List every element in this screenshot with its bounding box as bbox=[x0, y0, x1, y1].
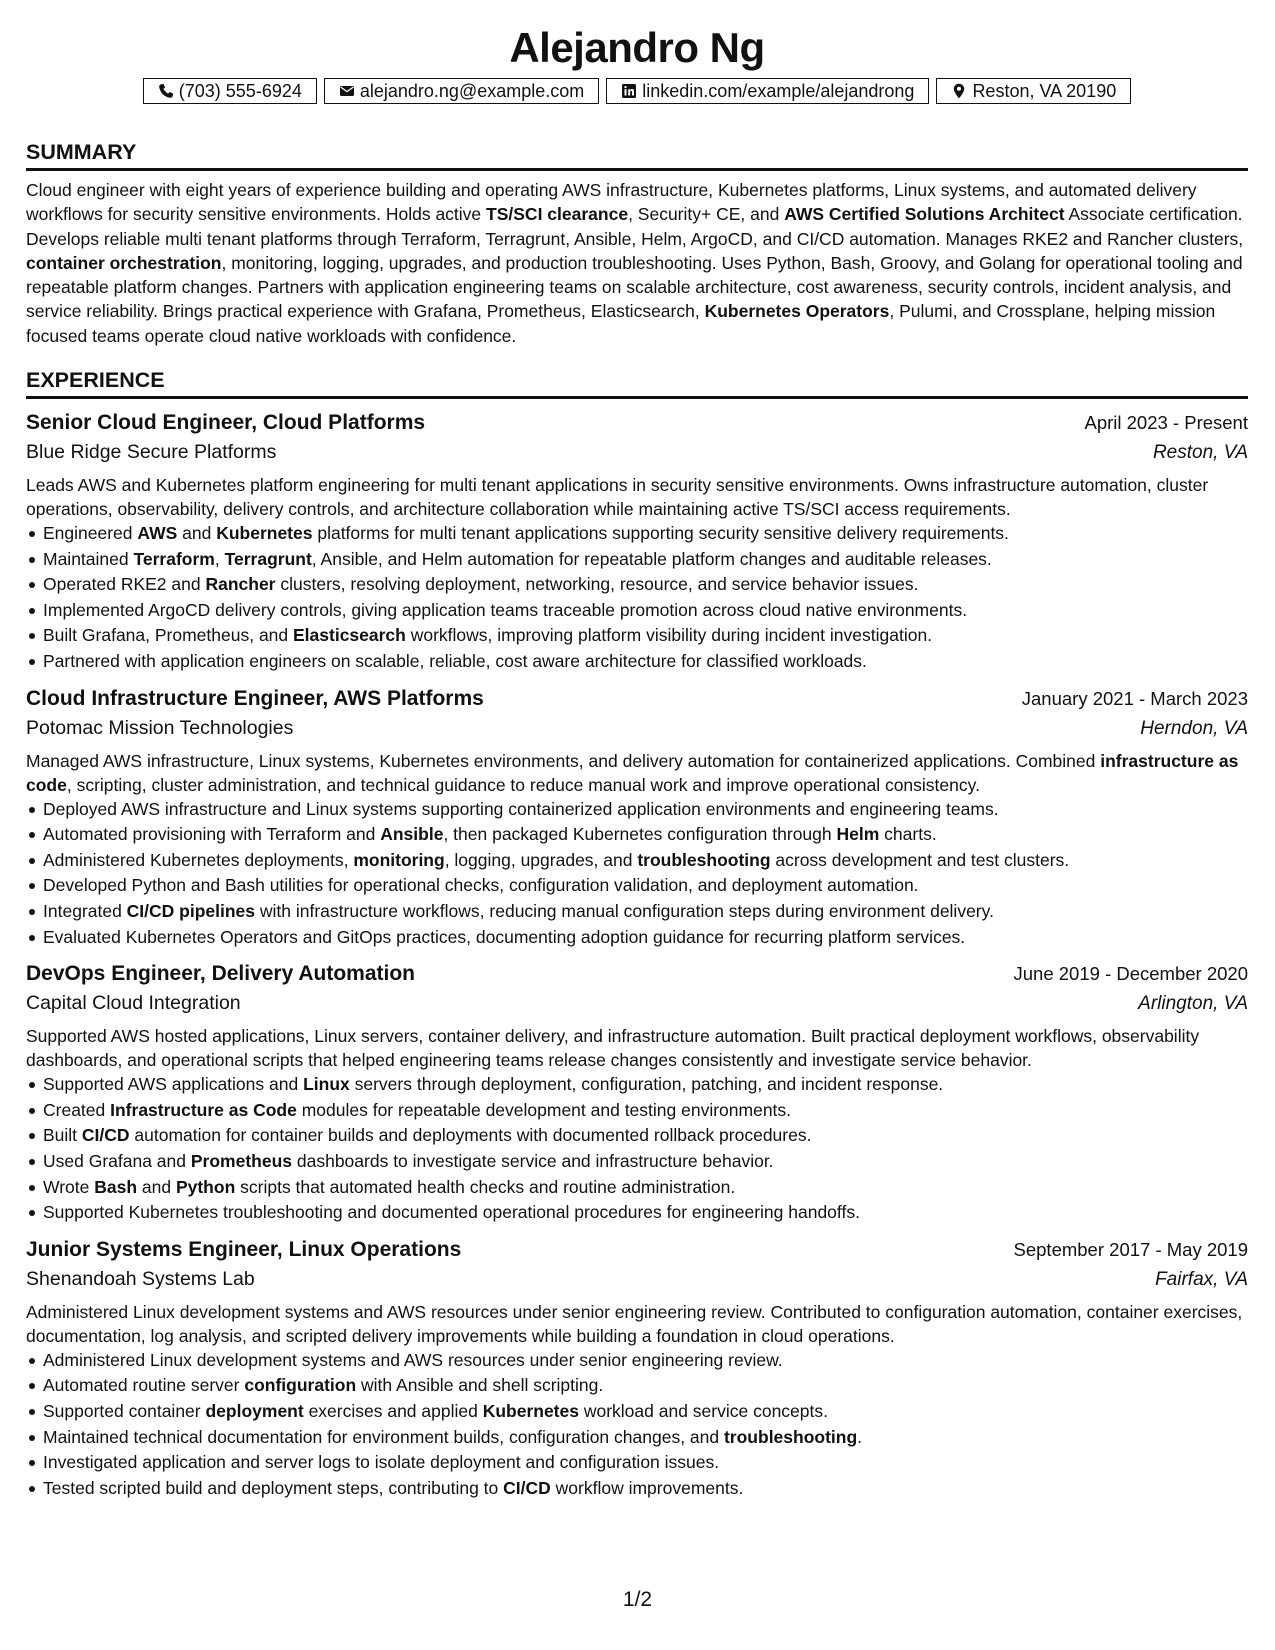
text-run: Cloud engineer with eight years of experience building and operating AWS infrastructure, Kubernetes platforms, Linux systems, and automated delivery workflows for security sensitive environments. Holds active bbox=[26, 180, 1197, 225]
text-run: Tested scripted build and deployment steps, contributing to bbox=[43, 1477, 504, 1498]
bold-text: Elasticsearch bbox=[293, 625, 406, 646]
bullet-item bbox=[26, 521, 1248, 547]
contact-linkedin-text[interactable]: linkedin.com/example/alejandrong bbox=[642, 81, 915, 101]
text-run: Associate certification. Develops reliable multi tenant platforms through Terraform, Terragrunt, Ansible, Helm, ArgoCD, and CI/CD automation. Manages RKE2 and Rancher clusters, bbox=[26, 204, 1244, 249]
text-run: Created bbox=[43, 1099, 111, 1120]
text-run: Leads AWS and Kubernetes platform engineering for multi tenant applications in security sensitive environments. Owns infrastructure automation, cluster operations, observability, delivery controls, and architecture collaboration while maintaining active TS/SCI access requirements. bbox=[26, 475, 1209, 520]
bold-text: deployment bbox=[205, 1400, 304, 1421]
bullet-item bbox=[26, 925, 1248, 951]
text-run: Built Grafana, Prometheus, and bbox=[43, 625, 293, 646]
text-run: Supported container bbox=[43, 1400, 206, 1421]
text-run: , scripting, cluster administration, and technical guidance to reduce manual work and improve operational consistency. bbox=[66, 774, 980, 795]
bullet-item bbox=[26, 1149, 1248, 1175]
job-bullets bbox=[26, 797, 1248, 951]
bold-text: Terraform bbox=[133, 548, 215, 569]
bold-text: Kubernetes Operators bbox=[704, 301, 890, 322]
job-bullets bbox=[26, 521, 1248, 675]
phone-icon bbox=[158, 83, 174, 99]
contact-location-text: Reston, VA 20190 bbox=[972, 81, 1117, 101]
bullet-item bbox=[26, 822, 1248, 848]
bold-text: Bash bbox=[94, 1176, 138, 1197]
job-entry bbox=[26, 960, 1248, 1226]
resume-page bbox=[26, 22, 1248, 1501]
text-run: Built bbox=[43, 1125, 82, 1146]
text-run: clusters, resolving deployment, networking, resource, and service behavior issues. bbox=[275, 574, 919, 595]
text-run: Administered Linux development systems and AWS resources under senior engineering review. Contributed to configuration automation, container exercises, documentation, log analysis, and scripted delivery improvements while building a foundation in cloud operations. bbox=[26, 1301, 1243, 1346]
text-run: Automated provisioning with Terraform and bbox=[43, 824, 381, 845]
bold-text: CI/CD bbox=[81, 1125, 130, 1146]
bullet-item bbox=[26, 1200, 1248, 1226]
text-run: Maintained technical documentation for environment builds, configuration changes, and bbox=[43, 1426, 724, 1447]
map-marker-icon bbox=[951, 83, 967, 99]
text-run: platforms for multi tenant applications supporting security sensitive delivery requirements. bbox=[312, 523, 1009, 544]
text-run: Developed Python and Bash utilities for operational checks, configuration validation, and deployment automation. bbox=[43, 875, 919, 896]
bold-text: AWS Certified Solutions Architect bbox=[784, 204, 1065, 225]
text-run: with Ansible and shell scripting. bbox=[356, 1375, 604, 1396]
bullet-item bbox=[26, 873, 1248, 899]
text-run: , bbox=[214, 548, 225, 569]
text-run: , Security+ CE, and bbox=[628, 204, 785, 225]
bold-text: troubleshooting bbox=[637, 849, 771, 870]
text-run: Supported Kubernetes troubleshooting and documented operational procedures for engineering handoffs. bbox=[43, 1202, 860, 1223]
job-bullets bbox=[26, 1072, 1248, 1226]
bold-text: troubleshooting bbox=[723, 1426, 858, 1447]
text-run: Supported AWS hosted applications, Linux servers, container delivery, and infrastructure automation. Built practical deployment workflows, observability dashboards, and operational scripts that helped engineering teams release changes consistently and investigate service behavior. bbox=[26, 1026, 1200, 1071]
bullet-item bbox=[26, 598, 1248, 624]
text-run: and bbox=[177, 523, 217, 544]
text-run: workflows, improving platform visibility during incident investigation. bbox=[405, 625, 933, 646]
text-run: Operated RKE2 and bbox=[43, 574, 206, 595]
bullet-item bbox=[26, 1450, 1248, 1476]
text-run: workflow improvements. bbox=[550, 1477, 744, 1498]
text-run: scripts that automated health checks and routine administration. bbox=[235, 1176, 736, 1197]
job-description bbox=[26, 473, 1248, 521]
bold-text: CI/CD pipelines bbox=[126, 901, 256, 922]
bold-text: TS/SCI clearance bbox=[486, 204, 629, 225]
job-location: Fairfax, VA bbox=[1155, 1268, 1248, 1290]
text-run: . bbox=[857, 1426, 863, 1447]
contact-location bbox=[936, 78, 1131, 104]
text-run: , monitoring, logging, upgrades, and production troubleshooting. Uses Python, Bash, Groovy, and Golang for operational tooling and repeatable platform changes. Partners with application engineering teams on scalable architecture, cost awareness, security controls, incident analysis, and service reliability. Brings practical experience with Grafana, Prometheus, Elasticsearch, bbox=[26, 252, 1243, 322]
text-run: Implemented ArgoCD delivery controls, giving application teams traceable promotion across cloud native environments. bbox=[43, 599, 968, 620]
bold-text: Kubernetes bbox=[482, 1400, 579, 1421]
bold-text: Terragrunt bbox=[224, 548, 312, 569]
bullet-item bbox=[26, 848, 1248, 874]
text-run: modules for repeatable development and testing environments. bbox=[296, 1099, 792, 1120]
bullet-item bbox=[26, 1348, 1248, 1374]
text-run: Supported AWS applications and bbox=[43, 1074, 304, 1095]
bold-text: Ansible bbox=[380, 824, 444, 845]
envelope-icon bbox=[339, 83, 355, 99]
text-run: Evaluated Kubernetes Operators and GitOps practices, documenting adoption guidance for recurring platform services. bbox=[43, 926, 966, 947]
bullet-item bbox=[26, 1072, 1248, 1098]
bullet-item bbox=[26, 572, 1248, 598]
contact-bar bbox=[26, 78, 1248, 104]
bullet-item bbox=[26, 649, 1248, 675]
experience-heading: EXPERIENCE bbox=[26, 366, 1248, 399]
job-description bbox=[26, 1024, 1248, 1072]
job-location: Herndon, VA bbox=[1140, 717, 1248, 739]
text-run: workload and service concepts. bbox=[578, 1400, 829, 1421]
contact-linkedin[interactable] bbox=[606, 78, 929, 104]
text-run: Administered Kubernetes deployments, bbox=[43, 849, 354, 870]
text-run: with infrastructure workflows, reducing manual configuration steps during environment delivery. bbox=[255, 901, 994, 922]
bullet-item bbox=[26, 1175, 1248, 1201]
candidate-name: Alejandro Ng bbox=[509, 24, 765, 71]
bullet-item bbox=[26, 1098, 1248, 1124]
bullet-item bbox=[26, 797, 1248, 823]
summary-heading: SUMMARY bbox=[26, 138, 1248, 171]
text-run: Investigated application and server logs to isolate deployment and configuration issues. bbox=[43, 1452, 720, 1473]
job-dates: January 2021 - March 2023 bbox=[1021, 687, 1248, 709]
job-title: Senior Cloud Engineer, Cloud Platforms bbox=[26, 411, 426, 435]
job-company: Potomac Mission Technologies bbox=[26, 716, 294, 739]
text-run: Integrated bbox=[43, 901, 127, 922]
experience-list bbox=[26, 409, 1248, 1501]
job-entry bbox=[26, 685, 1248, 951]
bold-text: infrastructure as code bbox=[26, 750, 1239, 795]
text-run: , logging, upgrades, and bbox=[444, 849, 638, 870]
text-run: dashboards to investigate service and infrastructure behavior. bbox=[292, 1150, 774, 1171]
job-description bbox=[26, 749, 1248, 797]
text-run: , Pulumi, and Crossplane, helping mission focused teams operate cloud native workloads with confidence. bbox=[26, 301, 1216, 346]
bullet-item bbox=[26, 1373, 1248, 1399]
bold-text: Infrastructure as Code bbox=[110, 1099, 297, 1120]
contact-email[interactable] bbox=[324, 78, 599, 104]
bold-text: monitoring bbox=[353, 849, 445, 870]
job-dates: April 2023 - Present bbox=[1084, 412, 1248, 434]
text-run: Managed AWS infrastructure, Linux systems, Kubernetes environments, and delivery automation for containerized applications. Combined bbox=[26, 750, 1101, 771]
bullet-item bbox=[26, 1476, 1248, 1502]
page-number: 1/2 bbox=[622, 1588, 653, 1611]
text-run: exercises and applied bbox=[303, 1400, 483, 1421]
job-location: Reston, VA bbox=[1152, 442, 1248, 464]
contact-phone-text: (703) 555-6924 bbox=[178, 81, 302, 101]
job-description bbox=[26, 1300, 1248, 1348]
text-run: across development and test clusters. bbox=[770, 849, 1070, 870]
job-location: Arlington, VA bbox=[1138, 993, 1248, 1015]
bold-text: configuration bbox=[244, 1375, 357, 1396]
job-company: Shenandoah Systems Lab bbox=[26, 1267, 255, 1290]
contact-phone bbox=[143, 78, 317, 104]
job-company: Blue Ridge Secure Platforms bbox=[26, 441, 277, 464]
bold-text: Linux bbox=[303, 1074, 350, 1095]
summary-text bbox=[26, 178, 1248, 348]
bullet-item bbox=[26, 547, 1248, 573]
bold-text: Rancher bbox=[205, 574, 276, 595]
bold-text: container orchestration bbox=[26, 252, 222, 273]
bold-text: AWS bbox=[137, 523, 178, 544]
job-company: Capital Cloud Integration bbox=[26, 992, 241, 1015]
text-run: Partnered with application engineers on scalable, reliable, cost aware architecture for classified workloads. bbox=[43, 651, 867, 672]
job-title: Junior Systems Engineer, Linux Operations bbox=[26, 1237, 462, 1261]
text-run: automation for container builds and deployments with documented rollback procedures. bbox=[129, 1125, 812, 1146]
bullet-item bbox=[26, 1123, 1248, 1149]
linkedin-icon bbox=[621, 83, 637, 99]
bold-text: Prometheus bbox=[190, 1150, 293, 1171]
bullet-item bbox=[26, 623, 1248, 649]
job-bullets bbox=[26, 1348, 1248, 1502]
text-run: servers through deployment, configuration, patching, and incident response. bbox=[349, 1074, 944, 1095]
text-run: charts. bbox=[879, 824, 937, 845]
job-title: Cloud Infrastructure Engineer, AWS Platforms bbox=[26, 686, 484, 710]
bold-text: Kubernetes bbox=[216, 523, 313, 544]
text-run: , then packaged Kubernetes configuration through bbox=[443, 824, 837, 845]
text-run: Engineered bbox=[43, 523, 138, 544]
job-entry bbox=[26, 1236, 1248, 1502]
bullet-item bbox=[26, 1425, 1248, 1451]
job-title: DevOps Engineer, Delivery Automation bbox=[26, 962, 415, 986]
job-entry bbox=[26, 409, 1248, 675]
text-run: , Ansible, and Helm automation for repeatable platform changes and auditable releases. bbox=[311, 548, 992, 569]
job-dates: September 2017 - May 2019 bbox=[1013, 1238, 1248, 1260]
contact-email-text[interactable]: alejandro.ng@example.com bbox=[359, 81, 585, 101]
text-run: Maintained bbox=[43, 548, 134, 569]
text-run: Administered Linux development systems and AWS resources under senior engineering review. bbox=[43, 1349, 783, 1370]
bullet-item bbox=[26, 899, 1248, 925]
job-dates: June 2019 - December 2020 bbox=[1013, 963, 1248, 985]
text-run: Used Grafana and bbox=[43, 1150, 191, 1171]
bold-text: Python bbox=[175, 1176, 236, 1197]
text-run: Automated routine server bbox=[43, 1375, 245, 1396]
text-run: Wrote bbox=[43, 1176, 95, 1197]
text-run: Deployed AWS infrastructure and Linux systems supporting containerized application environments and engineering teams. bbox=[43, 798, 999, 819]
bold-text: CI/CD bbox=[503, 1477, 551, 1498]
bullet-item bbox=[26, 1399, 1248, 1425]
bold-text: Helm bbox=[836, 824, 880, 845]
text-run: and bbox=[137, 1176, 176, 1197]
